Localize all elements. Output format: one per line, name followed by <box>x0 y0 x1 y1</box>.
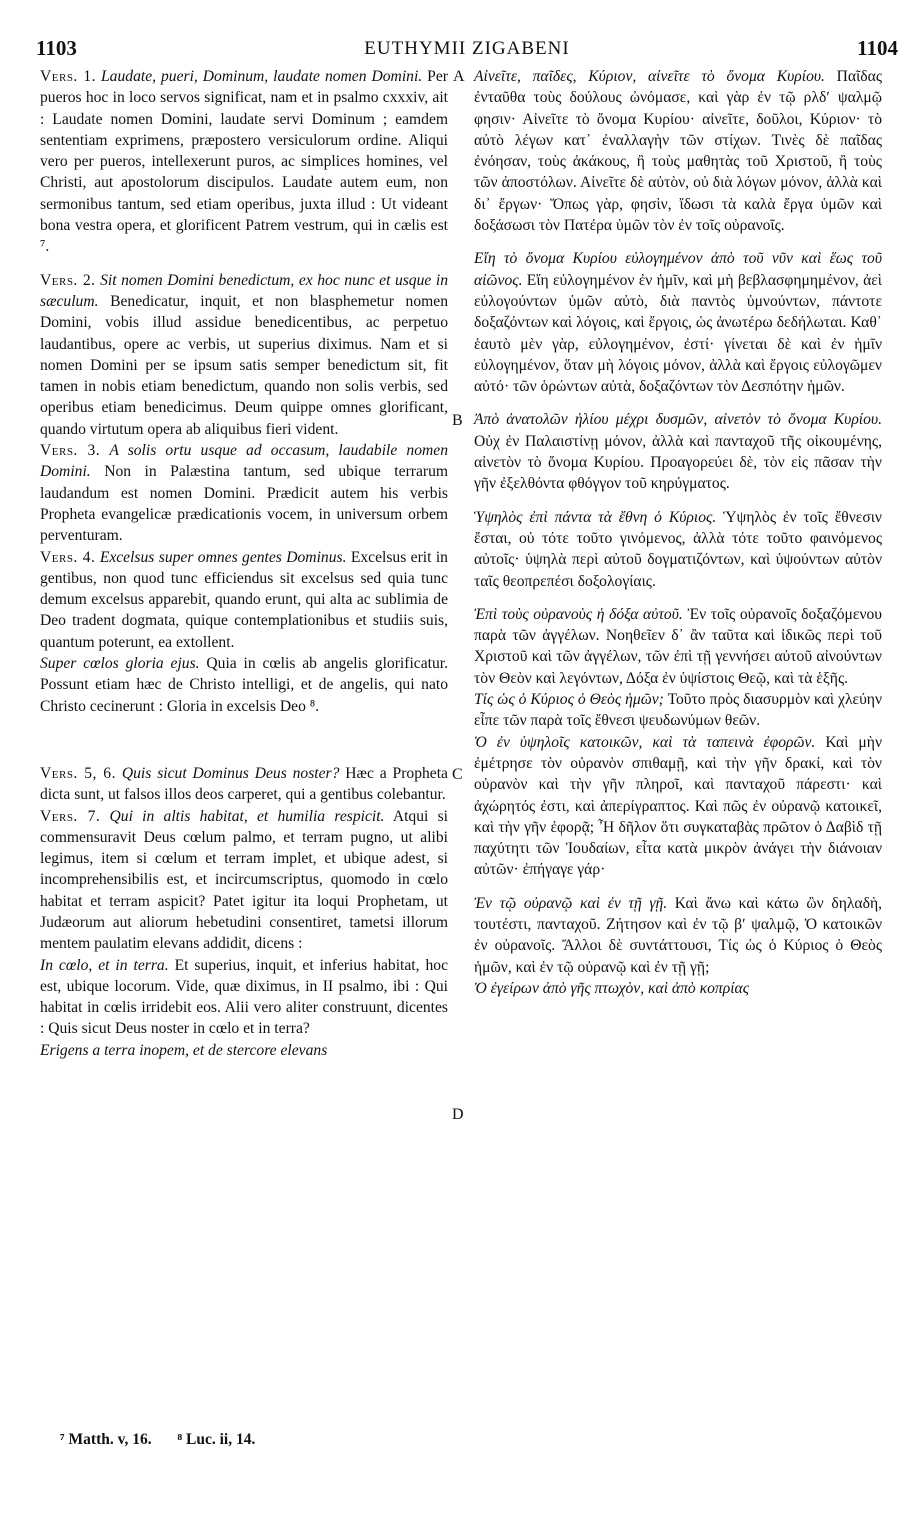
greek-paragraph-2 <box>474 248 882 397</box>
greek-column <box>474 66 882 999</box>
greek-paragraph-3 <box>474 409 882 494</box>
verse-label: Vers. 3. <box>40 442 101 460</box>
commentary-text: Παῖδας ἐνταῦθα τοὺς δούλους ὠνόμασε, καὶ γὰρ ἐν τῷ ρλδʹ ψαλμῷ φησιν· Αἰνεῖτε τὸ ὄνομα Κυρίου· αἰνεῖτε, δοῦλοι, Κύριον· τὸ αὐτὸ λέγων κατ᾽ ἐναλλαγὴν τῶν στίχων. Τινὲς δὲ παῖδας ἐνόησαν, τοὺς ἀκάκους, ἢ τοὺς μαθητὰς τοῦ Χριστοῦ, ἢ τοὺς τῶν ἀποστόλων. Αἰνεῖτε δὲ αὐτὸν, οὐ διὰ λόγων μόνον, ἀλλὰ καὶ δι᾽ ἔργων· Ὅπως γὰρ, φησὶν, ἴδωσι τὰ καλὰ ἔργα ὑμῶν καὶ δοξάσωσι τὸν Πατέρα ὑμῶν τὸν ἐν τοῖς οὐρανοῖς. <box>474 68 882 235</box>
latin-paragraph-4 <box>40 547 448 653</box>
commentary-text: Εἴη εὐλογημένον ἐν ἡμῖν, καὶ μὴ βεβλασφημημένον, ἀεὶ εὐλογούντων ὑμῶν αὐτὸ, διὰ παντὸς ὑμνούντων, πάντοτε δοξαζόντων καὶ λόγοις, καὶ ἔργοις, ὡς ἀνωτέρω δεδήλωται. Καθ᾽ ἑαυτὸ μὲν γὰρ, εὐλογημένον, ἐστί· γίνεται δὲ καὶ ἐν ἡμῖν εὐλογημένον, ὅταν μὴ λόγοις μόνον, ἀλλὰ καὶ ἔργοις εὐλογῶμεν αὐτό· τῶν ὁρώντων αὐτὰ, δοξαζόντων τὸν Δεσπότην ἡμῶν. <box>474 271 882 396</box>
verse-lemma: Ὁ ἐγείρων ἀπὸ γῆς πτωχὸν, καὶ ἀπὸ κοπρίας <box>474 979 750 997</box>
greek-paragraph-6 <box>474 689 882 732</box>
latin-column <box>40 66 448 1061</box>
latin-paragraph-6 <box>40 763 448 806</box>
commentary-text: Ἐν τοῖς οὐρανοῖς δοξαζόμενου παρὰ τῶν ἀγγέλων. Νοηθεῖεν δ᾽ ἂν ταῦτα καὶ ἰδικῶς περὶ τοῦ Χριστοῦ καὶ τῶν ἀγγέλων, τῶν ἐπὶ τῇ γεννήσει αὐτοῦ αἰνούντων τὸν Θεὸν καὶ λεγόντων, Δόξα ἐν ὑψίστοις Θεῷ, καὶ τὰ ἑξῆς. <box>474 605 883 687</box>
verse-lemma: Αἰνεῖτε, παῖδες, Κύριον, αἰνεῖτε τὸ ὄνομα Κυρίου. <box>474 68 825 85</box>
verse-lemma: Excelsus super omnes gentes Dominus. <box>99 548 347 566</box>
page-header <box>36 30 898 60</box>
verse-lemma: Ὑψηλὸς ἐπὶ πάντα τὰ ἔθνη ὁ Κύριος. <box>474 508 717 526</box>
commentary-text: Per pueros hoc in loco servos significat, nam et in psalmo cxxxiv, ait : Laudate nomen Domini, laudate servi Dominum ; eamdem sententiam exprimens, præpostero versiculorum ordine. Aliqui vero per pueros, intellexerunt puros, ac simplices homines, vel Christi, aut apostolorum discipulos. Laudate autem eum, non sermonibus tantum, sed etiam operibus, juxta illud : Ut videant bona vestra opera, et glorificent Patrem vestrum, qui in cælis est ⁷. <box>40 68 448 256</box>
latin-paragraph-8 <box>40 955 448 1040</box>
latin-paragraph-7 <box>40 806 448 955</box>
column-marker-d: D <box>452 1106 464 1123</box>
latin-paragraph-2 <box>40 270 448 440</box>
commentary-text: Hæc a Propheta dicta sunt, ut falsos illos deos carperet, qui a gentibus colebantur. <box>40 764 448 804</box>
verse-lemma: Quis sicut Dominus Deus noster? <box>121 764 340 782</box>
latin-paragraph-1 <box>40 66 448 258</box>
verse-lemma: Ἀπὸ ἀνατολῶν ἡλίου μέχρι δυσμῶν, αἰνετὸν τὸ ὄνομα Κυρίου. <box>474 411 882 429</box>
verse-lemma: Ἐπὶ τοὺς οὐρανοὺς ἡ δόξα αὐτοῦ. <box>474 605 683 623</box>
footnotes <box>60 1431 277 1449</box>
column-marker-b: B <box>452 412 463 429</box>
verse-lemma: Super cœlos gloria ejus. <box>40 655 200 673</box>
greek-paragraph-8 <box>474 893 882 978</box>
verse-lemma: Laudate, pueri, Dominum, laudate nomen Domini. <box>101 68 423 85</box>
verse-label: Vers. 7. <box>40 807 101 825</box>
verse-lemma: Εἴη τὸ ὄνομα Κυρίου εὐλογημένον ἀπὸ τοῦ νῦν καὶ ἕως τοῦ αἰῶνος. <box>474 250 882 289</box>
verse-lemma: In cœlo, et in terra. <box>40 956 169 974</box>
commentary-text: Τοῦτο πρὸς διασυρμὸν καὶ χλεύην εἶπε τῶν παρὰ τοῖς ἔθνεσι ψευδωνύμων θεῶν. <box>474 691 883 730</box>
verse-lemma: Qui in altis habitat, et humilia respicit. <box>109 807 385 825</box>
column-marker-a: A <box>453 68 465 85</box>
greek-paragraph-9 <box>474 978 882 999</box>
commentary-text: Καὶ ἄνω καὶ κάτω ὢν δηλαδὴ, τουτέστι, πανταχοῦ. Ζήτησον καὶ ἐν τῷ βʹ ψαλμῷ, Ὁ κατοικῶν ἐν οὐρανοῖς. Ἄλλοι δὲ συντάττουσι, Τίς ὡς ὁ Κύριος ὁ Θεὸς ἡμῶν, καὶ ἐν τῷ οὐρανῷ καὶ ἐν τῇ γῇ; <box>474 894 883 976</box>
commentary-text: Ὑψηλὸς ἐν τοῖς ἔθνεσιν ἔσται, οὐ τότε τοῦτο γινόμενος, ἀλλὰ τότε τοῦτο φαινόμενος αὐτοῖς· ὑψηλὰ περὶ αὐτοῦ δογματιζόντων, καὶ ὑψούντων αὐτὸν ταῖς θεοπρεπέσι δοξολογίαις. <box>474 508 882 590</box>
running-title: EUTHYMII ZIGABENI <box>364 38 570 59</box>
commentary-text: Non in Palæstina tantum, sed ubique terrarum laudandum est nomen Domini. Prædicit autem his verbis Propheta evangelicæ prædicationis vocem, in universum orbem perventuram. <box>40 463 448 545</box>
commentary-text: Οὐχ ἐν Παλαιστίνῃ μόνον, ἀλλὰ καὶ πανταχοῦ τῆς οἰκουμένης, αἰνετὸν τὸ ὄνομα Κυρίου. Προαγορεύει δὲ, τὸν εἰς πᾶσαν τὴν γῆν ἐξελθόντα φθόγγον τοῦ κηρύγματος. <box>474 432 882 493</box>
commentary-text: Atqui si commensuravit Deus cœlum palmo, et terram pugno, ut alibi legimus, item si cœlum et terram implet, et ubique adest, si incomprehensibilis est, et incircumscriptus, quomodo in cœlo habitat et terram aspicit? Patet igitur ita loqui Prophetam, ut Judæorum aut aliorum hebetudini consentiret, tametsi illorum mentem paulatim elevans addidit, dicens : <box>40 807 448 953</box>
verse-lemma: Ἐν τῷ οὐρανῷ καὶ ἐν τῇ γῇ. <box>474 894 668 912</box>
greek-paragraph-5 <box>474 604 882 689</box>
commentary-text: Benedicatur, inquit, et non blasphemetur nomen Domini, vobis illud assidue benedicentibus, ac perpetuo laudantibus, opere ac verbis, ut superius diximus. Nam et si nomen Domini per se ipsum satis semper benedictum sit, fit tamen in nobis etiam benedictum, quando non solis verbis, sed operibus etiam benedicimus. Deum quippe omnes glorificant, quando virtutum opera ab aliquibus fieri vident. <box>40 292 448 438</box>
greek-paragraph-7 <box>474 732 882 881</box>
verse-lemma: Τίς ὡς ὁ Κύριος ὁ Θεὸς ἡμῶν; <box>474 691 664 709</box>
verse-lemma: Erigens a terra inopem, et de stercore elevans <box>40 1041 328 1059</box>
latin-paragraph-3 <box>40 440 448 546</box>
column-marker-c: C <box>452 766 463 783</box>
latin-paragraph-9 <box>40 1040 448 1061</box>
commentary-text: Quia in cœlis ab angelis glorificatur. Possunt etiam hæc de Christo intelligi, et de angelis, qui nato Christo cecinerunt : Gloria in excelsis Deo ⁸. <box>40 655 448 715</box>
greek-paragraph-4 <box>474 507 882 592</box>
right-page-number: 1104 <box>857 36 898 60</box>
footnote-8: ⁸ Luc. ii, 14. <box>177 1431 256 1448</box>
footnote-7: ⁷ Matth. v, 16. <box>60 1431 152 1448</box>
commentary-text: Et superius, inquit, et inferius habitat, hoc est, ubique locorum. Vide, quæ diximus, in II psalmo, ibi : Qui habitat in cœlis irridebit eos. Alii vero aliter construunt, dicentes : Quis sicut Deus noster in cœlo et in terra? <box>40 956 448 1038</box>
verse-label: Vers. 2. <box>40 271 96 289</box>
verse-label: Vers. 5, 6. <box>40 764 116 782</box>
commentary-text: Καὶ μὴν ἐμέτρησε τὸν οὐρανὸν σπιθαμῇ, καὶ τὴν γῆν δρακί, καὶ τὸν οὐρανὸν καὶ τὴν γῆν πληροῖ, καὶ πανταχοῦ πάρεστι· καὶ ἀχώρητός ἐστι, καὶ ἀπερίγραπτος. Καὶ πῶς ἐν οὐρανῷ κατοικεῖ, καὶ τὴν γῆν ἐφορᾷ; Ἦ δῆλον ὅτι συγκαταβὰς πρῶτον ὁ Δαβὶδ τῇ παχύτητι τῶν Ἰουδαίων, εἶτα κατὰ μικρὸν ἀνάγει τὴν διάνοιαν αὐτῶν· ἐπήγαγε γάρ· <box>474 733 882 879</box>
verse-lemma: A solis ortu usque ad occasum, laudabile nomen Domini. <box>40 442 448 481</box>
latin-paragraph-5 <box>40 653 448 717</box>
commentary-text: Excelsus erit in gentibus, non quod tunc efficiendus sit excelsus sed quia tunc demum excelsus apparebit, quando erunt, qui alta ac sublimia de Deo tradent dogmata, quique contemplationibus et studiis suis, quantum poterunt, ea extollent. <box>40 548 448 651</box>
verse-label: Vers. 4. <box>40 548 96 566</box>
verse-lemma: Ὁ ἐν ὑψηλοῖς κατοικῶν, καὶ τὰ ταπεινὰ ἐφορῶν. <box>474 733 816 751</box>
left-page-number: 1103 <box>36 36 77 60</box>
verse-label: Vers. 1. <box>40 68 97 85</box>
verse-lemma: Sit nomen Domini benedictum, ex hoc nunc et usque in sæculum. <box>40 271 448 310</box>
greek-paragraph-1 <box>474 66 882 236</box>
